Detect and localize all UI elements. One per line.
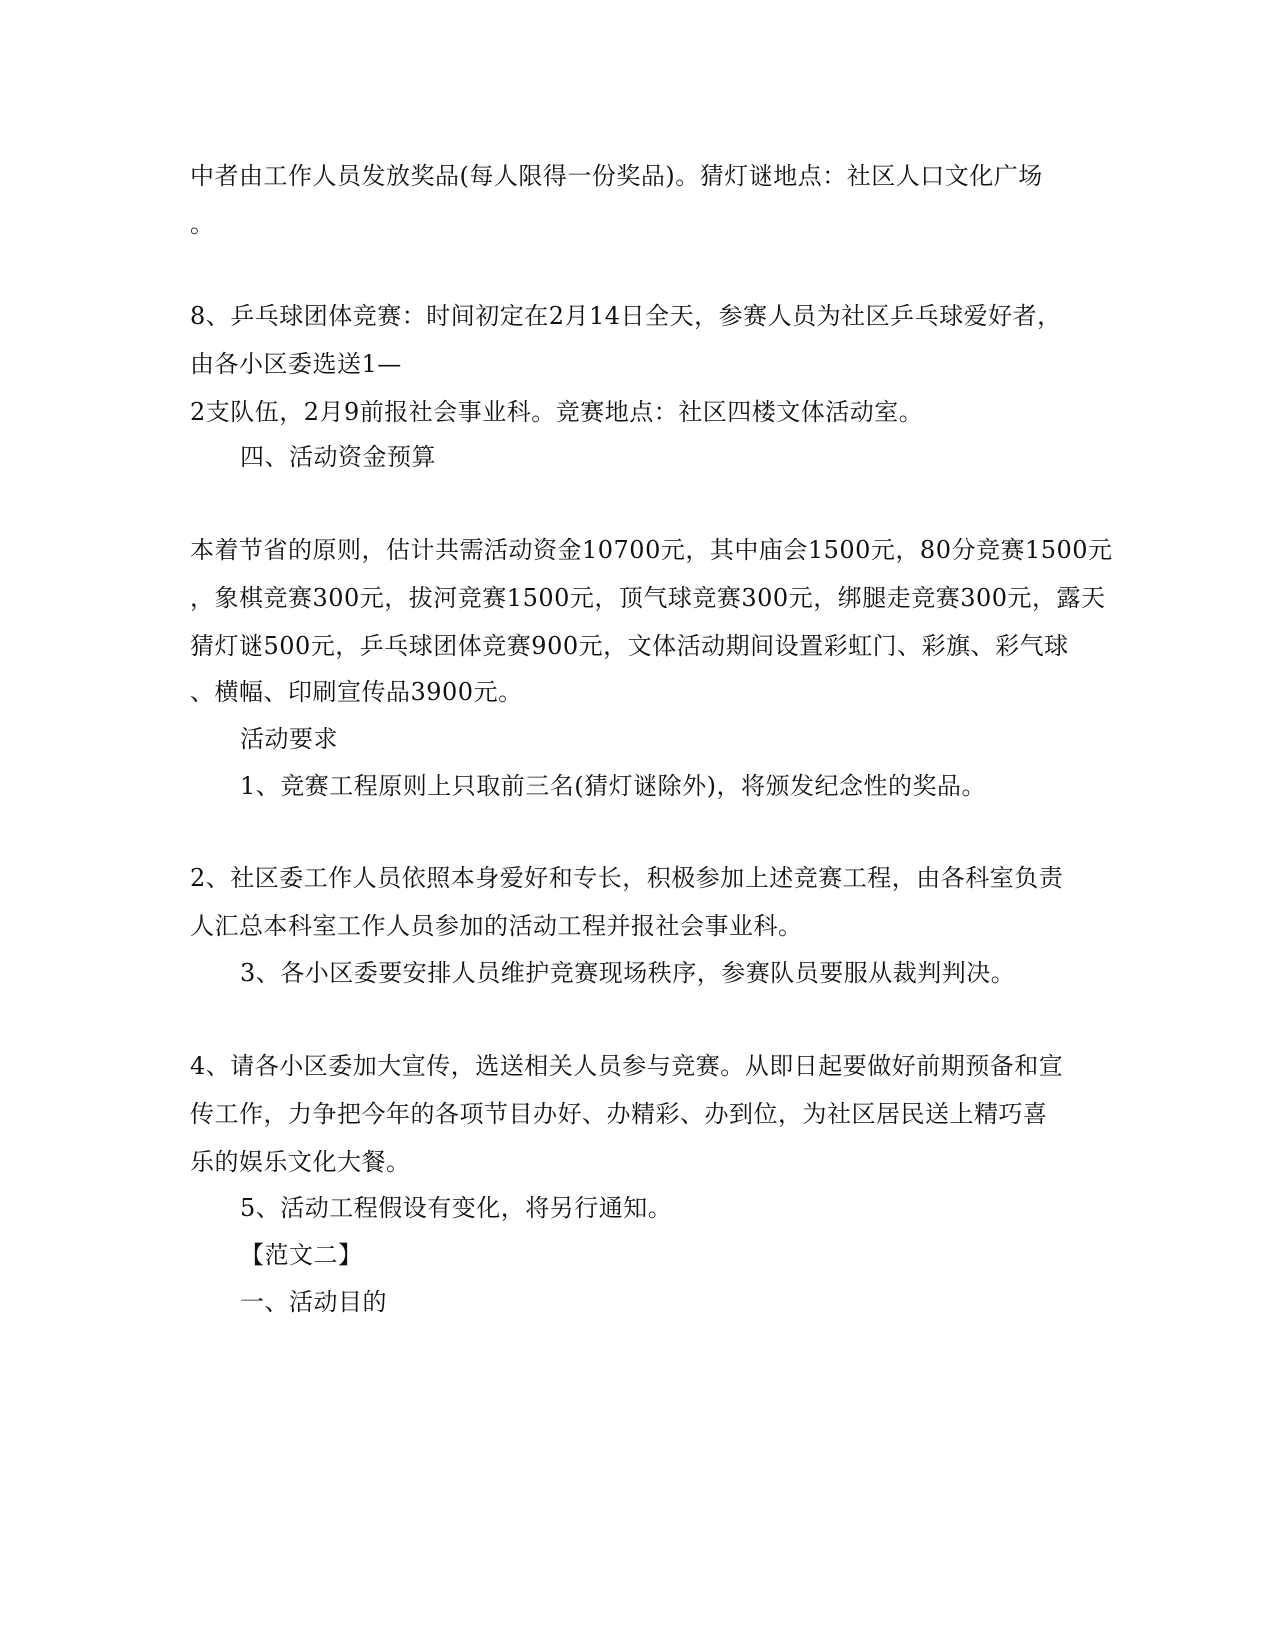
- text-line: 1、竞赛工程原则上只取前三名(猜灯谜除外)，将颁发纪念性的奖品。: [240, 772, 986, 800]
- text-line: 2、社区委工作人员依照本身爱好和专长，积极参加上述竞赛工程，由各科室负责: [190, 864, 1064, 892]
- text-line: 2支队伍，2月9前报社会事业科。竞赛地点：社区四楼文体活动室。: [190, 398, 924, 426]
- text-line: 本着节省的原则，估计共需活动资金10700元，其中庙会1500元，80分竞赛1500元: [190, 536, 1113, 564]
- section-heading: 【范文二】: [240, 1241, 363, 1269]
- text-line: 由各小区委选送1—: [190, 350, 402, 378]
- text-line: 4、请各小区委加大宣传，选送相关人员参与竞赛。从即日起要做好前期预备和宣: [190, 1052, 1064, 1080]
- text-line: 传工作，力争把今年的各项节目办好、办精彩、办到位，为社区居民送上精巧喜: [190, 1100, 1048, 1128]
- section-heading: 四、活动资金预算: [240, 443, 436, 471]
- text-line: ，象棋竞赛300元，拔河竞赛1500元，顶气球竞赛300元，绑腿走竞赛300元，露天: [190, 584, 1106, 612]
- text-line: 乐的娱乐文化大餐。: [190, 1148, 411, 1176]
- text-line: 、横幅、印刷宣传品3900元。: [190, 678, 523, 706]
- text-line: 3、各小区委要安排人员维护竞赛现场秩序，参赛队员要服从裁判判决。: [240, 959, 1016, 987]
- text-line: 8、乒乓球团体竞赛：时间初定在2月14日全天，参赛人员为社区乒乓球爱好者，: [190, 302, 1062, 330]
- text-line: 中者由工作人员发放奖品(每人限得一份奖品)。猜灯谜地点：社区人口文化广场: [190, 162, 1043, 190]
- text-line: 猜灯谜500元，乒乓球团体竞赛900元，文体活动期间设置彩虹门、彩旗、彩气球: [190, 632, 1069, 660]
- text-line: 人汇总本科室工作人员参加的活动工程并报社会事业科。: [190, 912, 803, 940]
- section-heading: 一、活动目的: [240, 1288, 387, 1316]
- section-heading: 活动要求: [240, 725, 338, 753]
- text-line: 。: [190, 210, 215, 238]
- text-line: 5、活动工程假设有变化，将另行通知。: [240, 1194, 673, 1222]
